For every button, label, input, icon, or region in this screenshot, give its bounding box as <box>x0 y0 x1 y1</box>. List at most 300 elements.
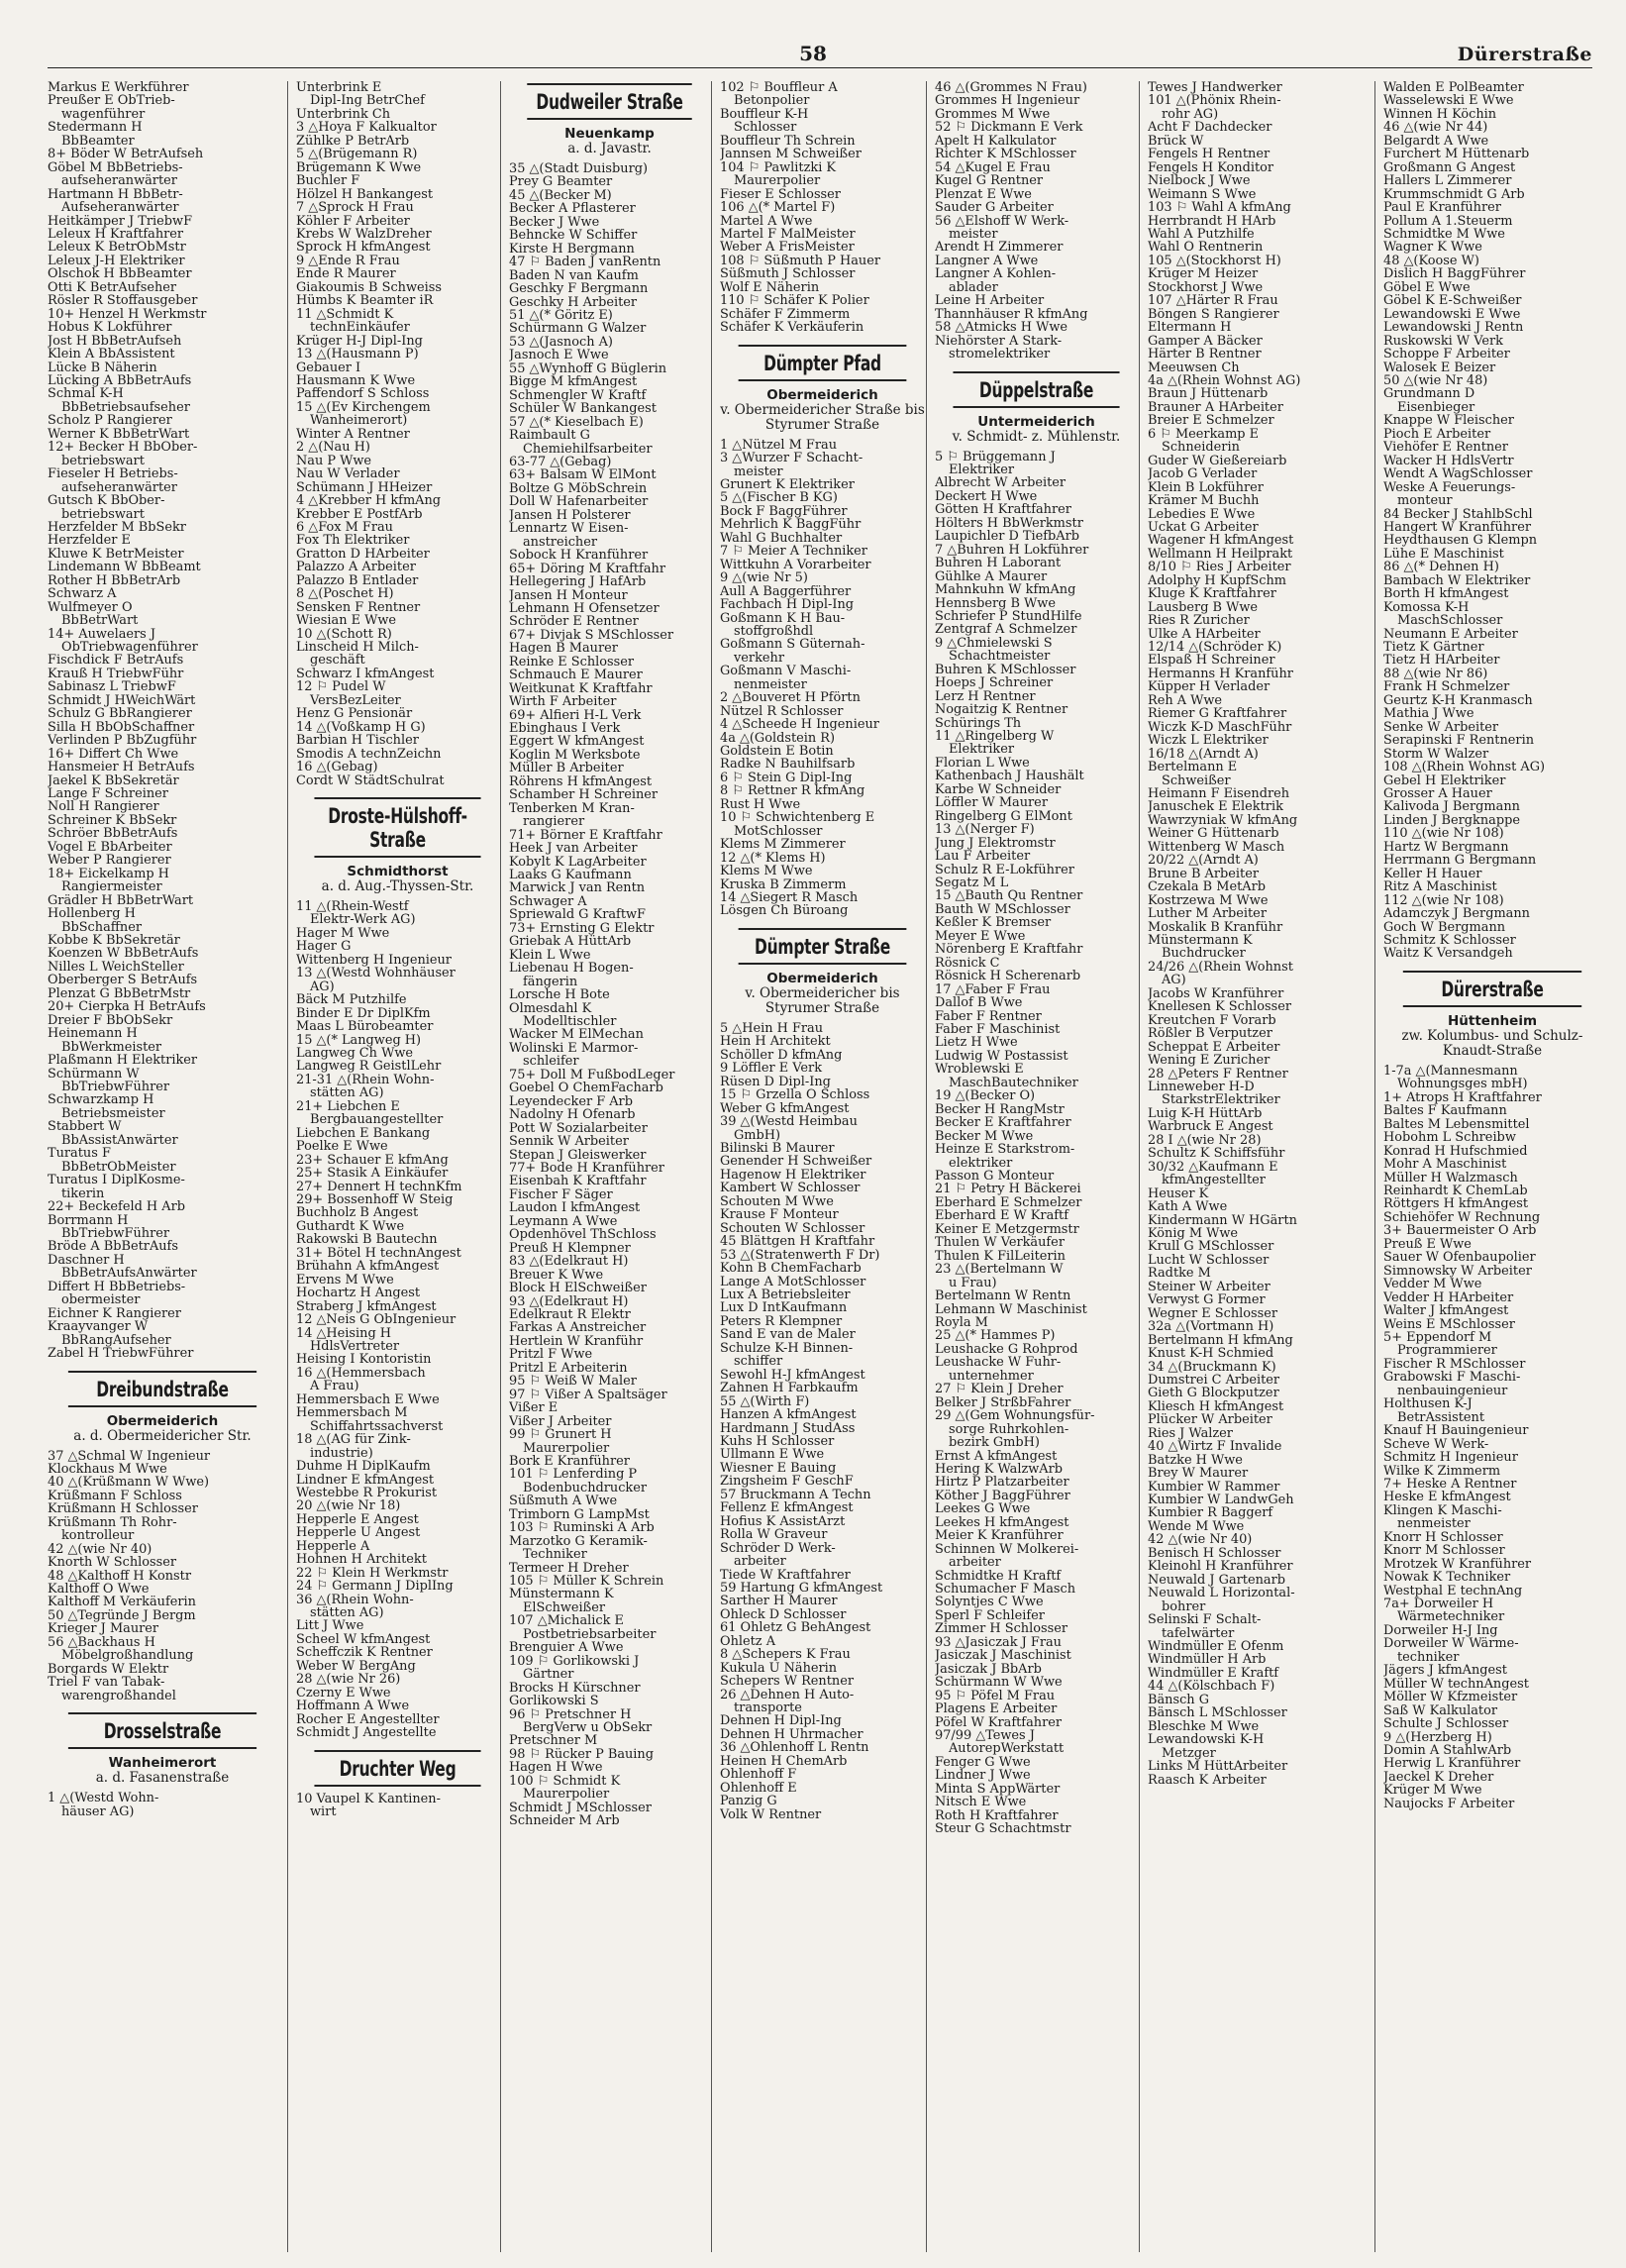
resident-entry: Plücker W Arbeiter <box>1148 1413 1272 1427</box>
resident-entry: Herzfelder E <box>48 534 131 548</box>
resident-entry: Markus E Werkführer <box>48 81 189 95</box>
resident-entry: Klein L Wwe <box>509 948 591 963</box>
resident-entry: Ohlenhoff F <box>720 1768 797 1782</box>
resident-entry: Schöller D kfmAng <box>720 1048 843 1063</box>
resident-entry: 11 △Ringelberg W <box>935 730 1055 744</box>
resident-entry: Zimmer H Schlosser <box>935 1622 1068 1636</box>
resident-entry: 6 ⚐ Meerkamp E <box>1148 427 1260 442</box>
resident-entry: Richter K MSchlosser <box>935 148 1076 161</box>
resident-entry: Hepperle A <box>296 1539 370 1554</box>
resident-entry: Fischer F Säger <box>509 1187 613 1202</box>
resident-entry: Buchler F <box>296 174 360 188</box>
resident-entry: 34 △(Bruckmann K) <box>1148 1360 1276 1374</box>
resident-entry: BbBeamter <box>61 134 135 149</box>
resident-entry: Borgards W Elektr <box>48 1662 169 1677</box>
resident-entry: 12+ Becker H BbOber- <box>48 441 198 455</box>
resident-entry: Krauß H TriebwFühr <box>48 667 184 681</box>
resident-entry: Palazzo A Arbeiter <box>296 561 416 574</box>
resident-entry: Verwyst G Former <box>1148 1293 1266 1307</box>
resident-entry: Hertlein W Kranführ <box>509 1334 644 1349</box>
resident-entry: Plaßmann H Elektriker <box>48 1054 198 1068</box>
resident-entry: 55 △Wynhoff G Büglerin <box>509 361 667 376</box>
resident-entry: Rust H Wwe <box>720 797 801 812</box>
resident-entry: Klems M Wwe <box>720 865 813 878</box>
resident-entry: Florian L Wwe <box>935 756 1030 771</box>
resident-entry: Heimann F Eisendreh <box>1148 787 1290 801</box>
resident-entry: Schachtmeister <box>949 650 1051 664</box>
resident-entry: stromelektriker <box>949 348 1051 361</box>
resident-entry: 108 △(Rhein Wohnst AG) <box>1383 761 1546 774</box>
resident-entry: Dorweiler H-J Ing <box>1383 1623 1498 1638</box>
resident-entry: Kalivoda J Bergmann <box>1383 800 1520 814</box>
resident-entry: 32a △(Vortmann H) <box>1148 1320 1274 1334</box>
resident-entry: Jasnoch E Wwe <box>509 349 609 362</box>
resident-entry: Lennartz W Eisen- <box>509 522 629 536</box>
resident-entry: Fellenz E kfmAngest <box>720 1501 854 1515</box>
resident-entry: 29+ Bossenhoff W Steig <box>296 1192 454 1207</box>
resident-entry: Hardmann J StudAss <box>720 1421 856 1435</box>
resident-entry: Hager G <box>296 940 352 954</box>
resident-entry: Leyendecker F Arb <box>509 1094 633 1109</box>
resident-entry: Kalthoff O Wwe <box>48 1583 150 1597</box>
resident-entry: Wiesian E Wwe <box>296 614 397 628</box>
resident-entry: 5 △(Fischer B KG) <box>720 491 838 505</box>
street-heading: Düppelstraße <box>953 371 1119 408</box>
resident-entry: Faber F Maschinist <box>935 1023 1061 1037</box>
resident-entry: Knauf H Bauingenieur <box>1383 1424 1529 1438</box>
resident-entry: Scheffczik K Rentner <box>296 1646 433 1660</box>
resident-entry: tikerin <box>61 1186 105 1201</box>
resident-entry: Krause F Monteur <box>720 1208 839 1222</box>
resident-entry: Neuwald L Horizontal- <box>1148 1587 1295 1600</box>
resident-entry: Walden E PolBeamter <box>1383 81 1524 95</box>
resident-entry: Becker M Wwe <box>935 1129 1034 1144</box>
resident-entry: 50 △Tegründe J Bergm <box>48 1608 196 1623</box>
resident-entry: Wolinski E Marmor- <box>509 1041 639 1056</box>
resident-entry: 57 △(* Kieselbach E) <box>509 415 644 430</box>
resident-entry: Jaeckel K Dreher <box>1383 1770 1494 1785</box>
resident-entry: Schwager A <box>509 894 587 909</box>
resident-entry: MaschBautechniker <box>949 1076 1078 1090</box>
resident-entry: 9 △(wie Nr 5) <box>720 571 808 585</box>
resident-entry: Hepperle E Angest <box>296 1512 419 1527</box>
resident-entry: Smodis A technZeichn <box>296 747 442 762</box>
resident-entry: 14 △Siegert R Masch <box>720 891 859 905</box>
resident-entry: Langweg R GeistlLehr <box>296 1060 442 1074</box>
resident-entry: Elektr-Werk AG) <box>310 913 416 927</box>
resident-entry: 45 Blättgen H Kraftfahr <box>720 1235 875 1249</box>
resident-entry: Eisenbah K Kraftfahr <box>509 1175 647 1188</box>
resident-entry: Walosek E Beizer <box>1383 361 1496 374</box>
resident-entry: 36 △Ohlenhoff L Rentn <box>720 1741 869 1755</box>
resident-entry: Schultz K Schiffsführ <box>1148 1147 1285 1161</box>
resident-entry: BbTriebwFührer <box>61 1080 170 1094</box>
resident-entry: 18 △(AG für Zink- <box>296 1433 411 1447</box>
resident-entry: Hartmann H BbBetr- <box>48 187 183 202</box>
resident-entry: Nitsch E Wwe <box>935 1796 1027 1809</box>
resident-entry: 45 △(Becker M) <box>509 188 612 203</box>
district-name: Untermeiderich <box>977 413 1095 430</box>
resident-entry: Vedder H HArbeiter <box>1383 1290 1514 1305</box>
resident-entry: 4a △(Goldstein R) <box>720 731 836 746</box>
resident-entry: Gühlke A Maurer <box>935 569 1048 584</box>
district-name: Obermeiderich <box>766 970 878 986</box>
resident-entry: Breuer K Wwe <box>509 1268 604 1283</box>
resident-entry: aufseheranwärter <box>61 480 177 495</box>
resident-entry: AutorepWerkstatt <box>949 1742 1065 1756</box>
resident-entry: meister <box>734 464 783 478</box>
resident-entry: Martel F MalMeister <box>720 227 856 242</box>
resident-entry: Kumbier R Baggerf <box>1148 1506 1273 1520</box>
resident-entry: Schneiderin <box>1162 441 1240 455</box>
street-extent: a. d. Aug.-Thyssen-Str. <box>321 878 474 895</box>
resident-entry: Schneider M Arb <box>509 1814 620 1828</box>
resident-entry: König M Wwe <box>1148 1226 1239 1241</box>
resident-entry: u Frau) <box>949 1276 997 1290</box>
resident-entry: Leekes G Wwe <box>935 1502 1031 1516</box>
resident-entry: BbRangAufseher <box>61 1333 171 1348</box>
resident-entry: kontrolleur <box>61 1529 135 1543</box>
resident-entry: 5 ⚐ Brüggemann J <box>935 450 1056 464</box>
resident-entry: Sand E van de Maler <box>720 1328 856 1342</box>
resident-entry: Reinhardt K ChemLab <box>1383 1184 1528 1198</box>
resident-entry: Windmüller E Ofenm <box>1148 1640 1284 1654</box>
resident-entry: Wittkuhn A Vorarbeiter <box>720 558 871 572</box>
resident-entry: Schiffahrtssachverst <box>310 1419 444 1434</box>
resident-entry: Lorsche H Bote <box>509 988 610 1002</box>
resident-entry: Nadolny H Ofenarb <box>509 1108 636 1122</box>
district-name: Neuenkamp <box>564 126 655 142</box>
resident-entry: industrie) <box>310 1446 373 1461</box>
resident-entry: Pioch E Arbeiter <box>1383 427 1491 442</box>
resident-entry: Plagens E Arbeiter <box>935 1702 1058 1716</box>
resident-entry: Batzke H Wwe <box>1148 1453 1243 1468</box>
resident-entry: Hirtz P Platzarbeiter <box>935 1476 1069 1490</box>
resident-entry: Linscheid H Milch- <box>296 641 419 655</box>
resident-entry: monteur <box>1397 494 1453 508</box>
resident-entry: Sprock H kfmAngest <box>296 241 431 255</box>
resident-entry: Heek J van Arbeiter <box>509 842 638 856</box>
resident-entry: Brügemann K Wwe <box>296 160 422 175</box>
resident-entry: 1-7a △(Mannesmann <box>1383 1064 1518 1079</box>
directory-column-3 <box>500 81 710 2252</box>
resident-entry: 12 △(* Klems H) <box>720 851 826 866</box>
resident-entry: Lindemann W BbBeamt <box>48 561 201 574</box>
resident-entry: 110 △(wie Nr 108) <box>1383 827 1504 841</box>
resident-entry: Neumann E Arbeiter <box>1383 627 1518 642</box>
resident-entry: Großmann G Angest <box>1383 160 1516 175</box>
resident-entry: Lux D IntKaufmann <box>720 1301 848 1315</box>
district-name: Wanheimerort <box>108 1755 217 1772</box>
directory-column-1 <box>48 81 277 2252</box>
resident-entry: nenbauingenieur <box>1397 1384 1508 1398</box>
resident-entry: Ringelberg G ElMont <box>935 809 1072 824</box>
resident-entry: Schmauch E Maurer <box>509 669 643 682</box>
resident-entry: Meeuwsen Ch <box>1148 361 1240 374</box>
resident-entry: 9 △Chmielewski S <box>935 636 1053 651</box>
resident-entry: Windmüller H Arb <box>1148 1653 1267 1667</box>
resident-entry: Brune B Arbeiter <box>1148 867 1259 881</box>
resident-entry: Jansen H Monteur <box>509 588 628 602</box>
resident-entry: Fengels H Konditor <box>1148 160 1274 175</box>
resident-entry: Becker E Kraftfahrer <box>935 1116 1071 1130</box>
resident-entry: Schouten W Schlosser <box>720 1221 865 1236</box>
resident-entry: Hepperle U Angest <box>296 1526 421 1540</box>
resident-entry: Leleux K BetrObMstr <box>48 241 186 255</box>
resident-entry: Jansen H Polsterer <box>509 508 631 523</box>
resident-entry: Hagen H Wwe <box>509 1761 603 1775</box>
street-heading: Dudweiler Straße <box>527 83 691 120</box>
resident-entry: Geurtz K-H Kranmasch <box>1383 693 1533 708</box>
resident-entry: 13 △(Nerger F) <box>935 823 1035 837</box>
resident-entry: Gorlikowski S <box>509 1695 599 1708</box>
resident-entry: 112 △(wie Nr 108) <box>1383 893 1504 908</box>
resident-entry: Holthusen K-J <box>1383 1397 1473 1411</box>
resident-entry: Ries R Zuricher <box>1148 614 1250 628</box>
resident-entry: Serapinski F Rentnerin <box>1383 734 1535 748</box>
resident-entry: BbBetrWart <box>61 614 139 628</box>
resident-entry: Becker A Pflasterer <box>509 202 636 216</box>
resident-entry: 17 △Faber F Frau <box>935 982 1051 997</box>
resident-entry: Breier E Schmelzer <box>1148 414 1274 428</box>
resident-entry: bezirk GmbH) <box>949 1436 1040 1450</box>
resident-entry: Sobock H Kranführer <box>509 549 649 563</box>
resident-entry: Grabowski F Maschi- <box>1383 1371 1521 1385</box>
resident-entry: Minta S AppWärter <box>935 1782 1061 1797</box>
resident-entry: 106 △(* Martel F) <box>720 201 836 215</box>
street-extent: v. Obermeidericher Straße bis Styrumer Straße <box>720 401 925 433</box>
resident-entry: Wahl A Putzhilfe <box>1148 227 1255 242</box>
resident-entry: Kraayvanger W <box>48 1320 149 1334</box>
resident-entry: 107 △Härter R Frau <box>1148 294 1278 308</box>
resident-entry: Geschky F Bergmann <box>509 282 649 296</box>
resident-entry: 5 △(Brügemann R) <box>296 148 418 161</box>
resident-entry: Schmitz H Ingenieur <box>1383 1451 1518 1465</box>
resident-entry: Lange A MotSchlosser <box>720 1275 866 1289</box>
resident-entry: BbAssistAnwärter <box>61 1133 178 1148</box>
resident-entry: 63-77 △(Gebag) <box>509 455 612 469</box>
district-name: Schmidthorst <box>347 864 449 880</box>
street-heading: Dümpter Straße <box>739 928 907 965</box>
resident-entry: Schmidt J HWeichWärt <box>48 693 196 708</box>
resident-entry: 15 △(* Langweg H) <box>296 1033 422 1047</box>
resident-entry: 10 △(Schott R) <box>296 627 392 642</box>
resident-entry: Konrad H Hufschmied <box>1383 1144 1528 1159</box>
resident-entry: Henz G Pensionär <box>296 707 413 721</box>
resident-entry: Lau F Arbeiter <box>935 850 1031 864</box>
street-heading: Droste-Hülshoff-Straße <box>314 797 480 858</box>
resident-entry: Brey W Maurer <box>1148 1467 1249 1481</box>
resident-entry: 58 △Atmicks H Wwe <box>935 321 1068 335</box>
resident-entry: Hansmeier H BetrAufs <box>48 761 195 774</box>
resident-entry: Wacker M ElMechan <box>509 1028 644 1042</box>
resident-entry: Opdenhövel ThSchloss <box>509 1228 657 1242</box>
resident-entry: Kleinohl H Kranführer <box>1148 1560 1293 1574</box>
resident-entry: Becker J Wwe <box>509 215 600 230</box>
resident-entry: StarkstrElektriker <box>1162 1093 1280 1107</box>
resident-entry: Krull G MSchlosser <box>1148 1240 1274 1254</box>
resident-entry: Royla M <box>935 1315 988 1330</box>
resident-entry: Passon G Monteur <box>935 1169 1055 1184</box>
resident-entry: stoffgroßhdl <box>734 624 814 639</box>
resident-entry: Kukula U Näherin <box>720 1661 838 1676</box>
resident-entry: Dorweiler W Wärme- <box>1383 1637 1519 1651</box>
resident-entry: 7 △Buhren H Lokführer <box>935 543 1089 558</box>
resident-entry: Rolla W Graveur <box>720 1528 828 1542</box>
resident-entry: Adolphy H KupfSchm <box>1148 573 1286 588</box>
resident-entry: Baltes M Lebensmittel <box>1383 1117 1530 1132</box>
resident-entry: Hofius K AssistArzt <box>720 1514 846 1529</box>
resident-entry: Steiner W Arbeiter <box>1148 1280 1270 1294</box>
resident-entry: Gamper A Bäcker <box>1148 334 1263 349</box>
resident-entry: 10 Vaupel K Kantinen- <box>296 1792 441 1806</box>
resident-entry: MaschSchlosser <box>1397 614 1503 628</box>
resident-entry: Marzotko G Keramik- <box>509 1534 648 1549</box>
resident-entry: Bigge M kfmAngest <box>509 375 638 389</box>
resident-entry: 15 △(Ev Kirchengem <box>296 400 431 415</box>
resident-entry: 55 △(Wirth F) <box>720 1394 810 1409</box>
resident-entry: Buchholz B Angest <box>296 1206 419 1220</box>
resident-entry: Saß W Kalkulator <box>1383 1703 1498 1718</box>
resident-entry: Knellesen K Schlosser <box>1148 1000 1292 1014</box>
resident-entry: Grädler H BbBetrWart <box>48 893 194 908</box>
resident-entry: Windmüller E Kraftf <box>1148 1666 1279 1681</box>
resident-entry: Röttgers H kfmAngest <box>1383 1197 1529 1211</box>
resident-entry: Elektriker <box>949 463 1015 477</box>
resident-entry: Wroblewski E <box>935 1063 1024 1077</box>
resident-entry: Schürmann G Walzer <box>509 322 647 336</box>
resident-entry: Tewes J Handwerker <box>1148 81 1282 95</box>
resident-entry: Jägers J kfmAngest <box>1383 1664 1507 1678</box>
resident-entry: 37 △Schmal W Ingenieur <box>48 1449 211 1463</box>
resident-entry: Schulz R E-Lokführer <box>935 863 1074 877</box>
resident-entry: 10+ Henzel H Werkmstr <box>48 307 207 322</box>
resident-entry: Gutsch K BbOber- <box>48 494 165 508</box>
resident-entry: 52 ⚐ Dickmann E Verk <box>935 121 1083 135</box>
directory-column-5 <box>926 81 1138 2252</box>
resident-entry: Apelt H Kalkulator <box>935 134 1057 149</box>
resident-entry: Klems M Zimmerer <box>720 838 846 852</box>
resident-entry: 1 △(Westd Wohn- <box>48 1792 159 1805</box>
resident-entry: Scheppat E Arbeiter <box>1148 1040 1280 1055</box>
resident-entry: Westphal E technAng <box>1383 1584 1523 1598</box>
resident-entry: Vedder M Wwe <box>1383 1278 1482 1291</box>
resident-entry: Hobohm L Schreibw <box>1383 1131 1516 1145</box>
resident-entry: 12 ⚐ Pudel W <box>296 680 386 694</box>
resident-entry: warengroßhandel <box>61 1689 176 1703</box>
resident-entry: 53 △(Stratenwerth F Dr) <box>720 1248 880 1263</box>
resident-entry: 93 △(Edelkraut H) <box>509 1294 629 1308</box>
resident-entry: Eberhard E W Kraftf <box>935 1209 1069 1223</box>
resident-entry: Wiczk K-D MaschFühr <box>1148 720 1292 735</box>
resident-entry: Jacobs W Kranführer <box>1148 986 1284 1001</box>
resident-entry: 44 △(Kölschbach F) <box>1148 1680 1275 1694</box>
resident-entry: Röhrens H kfmAngest <box>509 774 653 789</box>
resident-entry: Goßmann K H Bau- <box>720 611 846 625</box>
resident-entry: Buhren H Laborant <box>935 557 1062 570</box>
resident-entry: Schmitz K Schlosser <box>1383 934 1516 948</box>
resident-entry: wagenführer <box>61 107 146 122</box>
resident-entry: Lühe E Maschinist <box>1383 547 1504 562</box>
resident-entry: Paul E Kranführer <box>1383 201 1501 215</box>
resident-entry: BbTriebwFührer <box>61 1226 170 1241</box>
resident-entry: Schürings Th <box>935 716 1022 731</box>
resident-entry: Selinski F Schalt- <box>1148 1613 1262 1627</box>
resident-entry: 51 △(* Göritz E) <box>509 308 613 323</box>
resident-entry: Leymann A Wwe <box>509 1214 618 1229</box>
resident-entry: Knappe W Fleischer <box>1383 414 1514 428</box>
resident-entry: Krämer M Buchh <box>1148 494 1260 508</box>
resident-entry: 77+ Bode H Kranführer <box>509 1161 664 1176</box>
resident-entry: 101 △(Phönix Rhein- <box>1148 94 1281 108</box>
resident-entry: 93 △Jasiczak J Frau <box>935 1635 1062 1650</box>
resident-entry: betriebswart <box>61 454 145 468</box>
resident-entry: Ohletz A <box>720 1634 775 1649</box>
resident-entry: Schäfer F Zimmerm <box>720 307 851 322</box>
resident-entry: Kohn B ChemFacharb <box>720 1262 862 1276</box>
resident-entry: Kuhs H Schlosser <box>720 1434 835 1449</box>
resident-entry: Stabbert W <box>48 1120 122 1134</box>
resident-entry: Volk W Rentner <box>720 1807 822 1822</box>
resident-entry: Lietz H Wwe <box>935 1036 1018 1050</box>
resident-entry: Tenberken M Kran- <box>509 801 635 816</box>
resident-entry: Maurerpolier <box>523 1441 610 1455</box>
resident-entry: Leushacke W Fuhr- <box>935 1356 1062 1370</box>
resident-entry: Chemiehilfsarbeiter <box>523 442 653 456</box>
resident-entry: Straberg J kfmAngest <box>296 1299 437 1314</box>
resident-entry: 46 △(Grommes N Frau) <box>935 81 1087 95</box>
resident-entry: Bänsch G <box>1148 1693 1209 1707</box>
resident-entry: 83 △(Edelkraut H) <box>509 1255 629 1269</box>
resident-entry: Schinnen W Molkerei- <box>935 1542 1079 1557</box>
resident-entry: Olmesdahl K <box>509 1001 592 1015</box>
resident-entry: Brück W <box>1148 134 1204 149</box>
resident-entry: Buhren K MSchlosser <box>935 663 1076 677</box>
resident-entry: Lux A Betriebsleiter <box>720 1288 851 1302</box>
resident-entry: Rakowski B Bautechn <box>296 1233 438 1247</box>
resident-entry: 59 Hartung G kfmAngest <box>720 1581 883 1596</box>
resident-entry: Triel F van Tabak- <box>48 1676 165 1690</box>
resident-entry: 15 ⚐ Grzella O Schloss <box>720 1088 870 1102</box>
resident-entry: 48 △Kalthoff H Konstr <box>48 1569 191 1584</box>
resident-entry: Faber F Rentner <box>935 1009 1042 1023</box>
resident-entry: 20/22 △(Arndt A) <box>1148 854 1259 868</box>
resident-entry: Roth H Kraftfahrer <box>935 1808 1059 1823</box>
resident-entry: Segatz M L <box>935 876 1009 890</box>
resident-entry: Mrotzek W Kranführer <box>1383 1557 1532 1572</box>
resident-entry: Bröde A BbBetrAufs <box>48 1240 178 1254</box>
resident-entry: Wiesner E Bauing <box>720 1461 837 1476</box>
resident-entry: Hellegering J HafArb <box>509 575 647 589</box>
resident-entry: Czerny E Wwe <box>296 1686 391 1701</box>
resident-entry: Wanheimerort) <box>310 414 408 428</box>
resident-entry: Kumbier W LandwGeh <box>1148 1494 1294 1507</box>
resident-entry: Tietz H HArbeiter <box>1383 654 1500 668</box>
resident-entry: Lücking A BbBetrAufs <box>48 373 192 388</box>
resident-entry: Götten H Kraftfahrer <box>935 503 1071 517</box>
resident-entry: Maas L Bürobeamter <box>296 1020 434 1034</box>
resident-entry: 105 △(Stockhorst H) <box>1148 254 1281 268</box>
resident-entry: Wegner E Schlosser <box>1148 1306 1278 1321</box>
directory-column-4 <box>711 81 925 2252</box>
resident-entry: Guder W Gießereiarb <box>1148 454 1287 468</box>
resident-entry: 16/18 △(Arndt A) <box>1148 747 1259 762</box>
resident-entry: Krüßmann F Schloss <box>48 1489 182 1503</box>
resident-entry: Guthardt K Wwe <box>296 1219 405 1234</box>
resident-entry: techniker <box>1397 1650 1460 1665</box>
resident-entry: 7a+ Dorweiler H <box>1383 1598 1494 1611</box>
resident-entry: Pritzl F Wwe <box>509 1348 593 1362</box>
